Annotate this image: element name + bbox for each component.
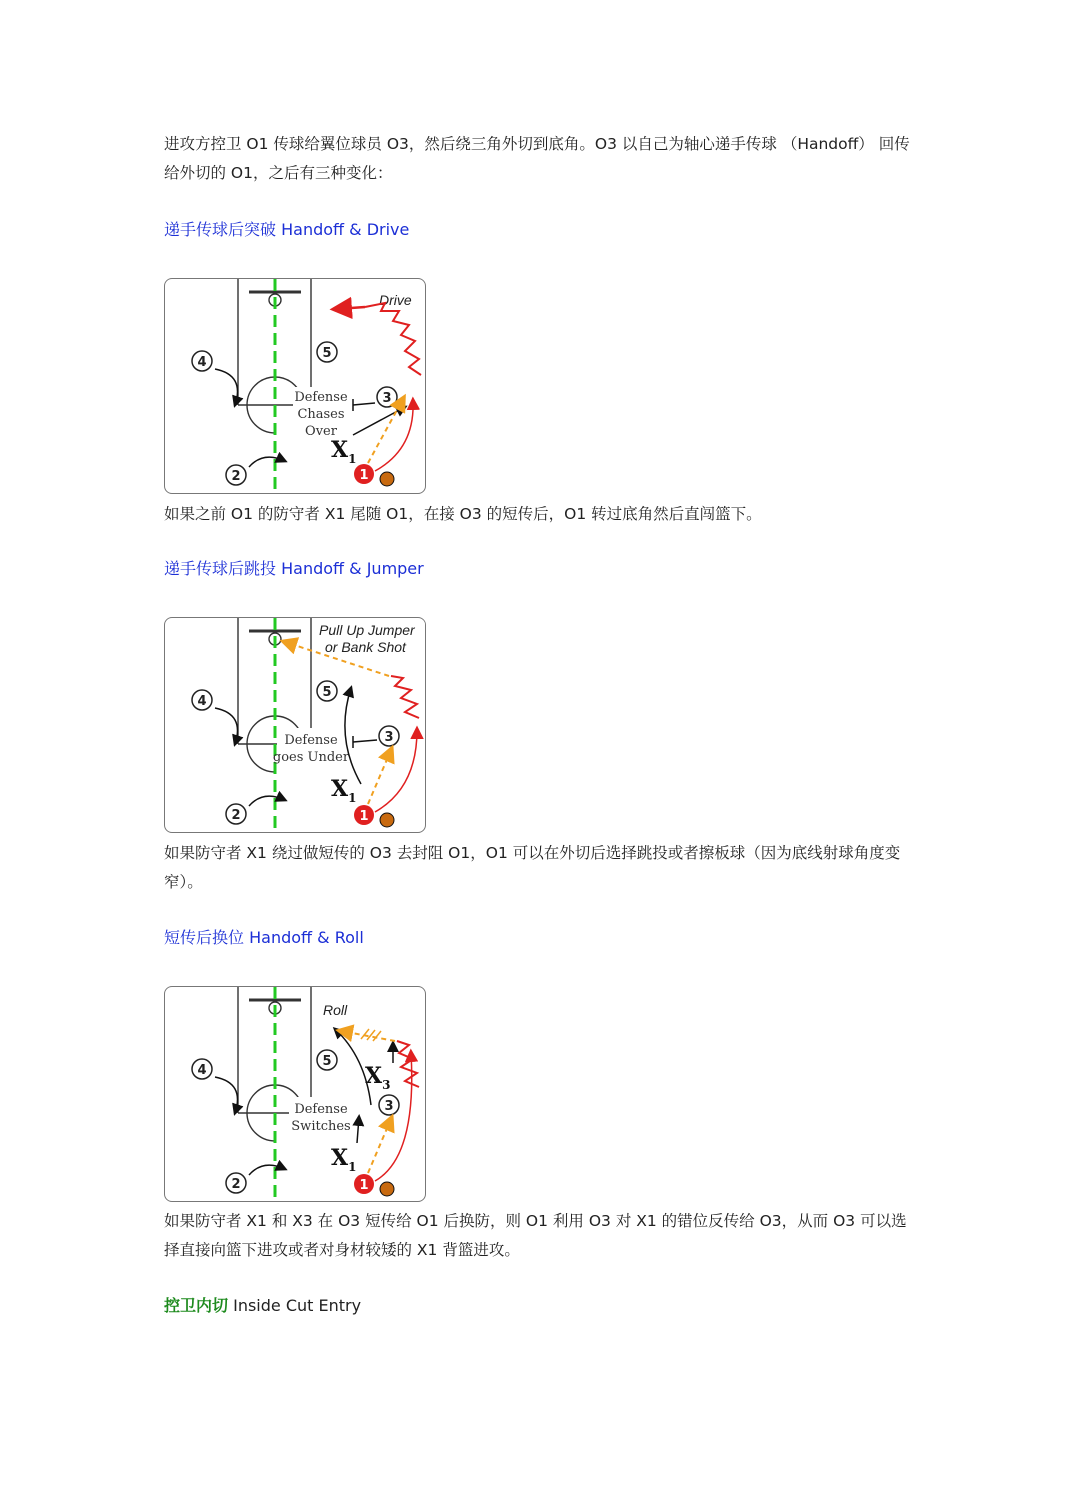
section-heading-cn: 短传后换位 (164, 928, 245, 947)
player-4-number: 4 (197, 1063, 207, 1078)
caption-handoff-roll: 如果防守者 X1 和 X3 在 O3 短传给 O1 后换防，则 O1 利用 O3 对 X1 的错位反传给 O3，从而 O3 可以选择直接向篮下进攻或者对身材较矮的 X1 背篮进攻。 (164, 1212, 907, 1259)
defender-x1-label: $X_1$ (331, 437, 357, 466)
player-1-number: 1 (359, 1178, 369, 1193)
section-heading-cn: 控卫内切 (164, 1296, 229, 1315)
defender-x3-label: $X_3$ (365, 1063, 391, 1092)
diagram-handoff-roll (164, 986, 426, 1202)
defense-label-1: Defense (294, 1102, 348, 1117)
section-heading-en: Handoff & Roll (249, 928, 364, 947)
player-3-number: 3 (384, 1099, 394, 1114)
section-heading-inside-cut (164, 1294, 361, 1318)
defense-label-1: Defense (284, 733, 338, 748)
player-2-number: 2 (231, 808, 241, 823)
player-1-number: 1 (359, 809, 369, 824)
section-heading-en: Handoff & Jumper (281, 559, 424, 578)
player-2-number: 2 (231, 1177, 241, 1192)
caption-handoff-drive: 如果之前 O1 的防守者 X1 尾随 O1，在接 O3 的短传后，O1 转过底角然后直闯篮下。 (164, 505, 762, 523)
player-3-number: 3 (382, 391, 392, 406)
ball-icon (380, 1182, 394, 1196)
ball-icon (380, 813, 394, 827)
player-5-number: 5 (322, 685, 332, 700)
section-heading-en: Handoff & Drive (281, 220, 410, 239)
jumper-annotation-2: or Bank Shot (325, 639, 406, 655)
player-4-number: 4 (197, 355, 207, 370)
section-heading-cn: 递手传球后突破 (164, 220, 277, 239)
jumper-annotation-1: Pull Up Jumper (319, 622, 415, 638)
player-2-number: 2 (231, 469, 241, 484)
section-heading-en: Inside Cut Entry (233, 1296, 362, 1315)
section-heading-cn: 递手传球后跳投 (164, 559, 277, 578)
ball-icon (380, 472, 394, 486)
defender-x1-label: $X_1$ (331, 1145, 357, 1174)
defense-label-2: Switches (291, 1119, 351, 1134)
defense-label-1: Defense (294, 390, 348, 405)
player-5-number: 5 (322, 346, 332, 361)
intro-paragraph: 进攻方控卫 O1 传球给翼位球员 O3，然后绕三角外切到底角。O3 以自己为轴心递手传球 （Handoff） 回传给外切的 O1，之后有三种变化： (164, 135, 910, 182)
player-5-number: 5 (322, 1054, 332, 1069)
section-heading-handoff-drive (164, 218, 409, 242)
defender-x1-label: $X_1$ (331, 776, 357, 805)
player-3-number: 3 (384, 730, 394, 745)
roll-annotation: Roll (323, 1002, 348, 1018)
drive-annotation: Drive (379, 292, 412, 308)
diagram-handoff-drive (164, 278, 426, 494)
defense-label-3: Over (305, 424, 337, 439)
caption-handoff-jumper: 如果防守者 X1 绕过做短传的 O3 去封阻 O1，O1 可以在外切后选择跳投或者擦板球（因为底线射球角度变窄）。 (164, 844, 901, 891)
defense-label-2: Chases (297, 407, 345, 422)
defense-label-2: goes Under (272, 750, 350, 765)
player-4-number: 4 (197, 694, 207, 709)
player-1-number: 1 (359, 468, 369, 483)
section-heading-handoff-jumper (164, 557, 424, 581)
diagram-handoff-jumper (164, 617, 426, 833)
section-heading-handoff-roll (164, 926, 364, 950)
